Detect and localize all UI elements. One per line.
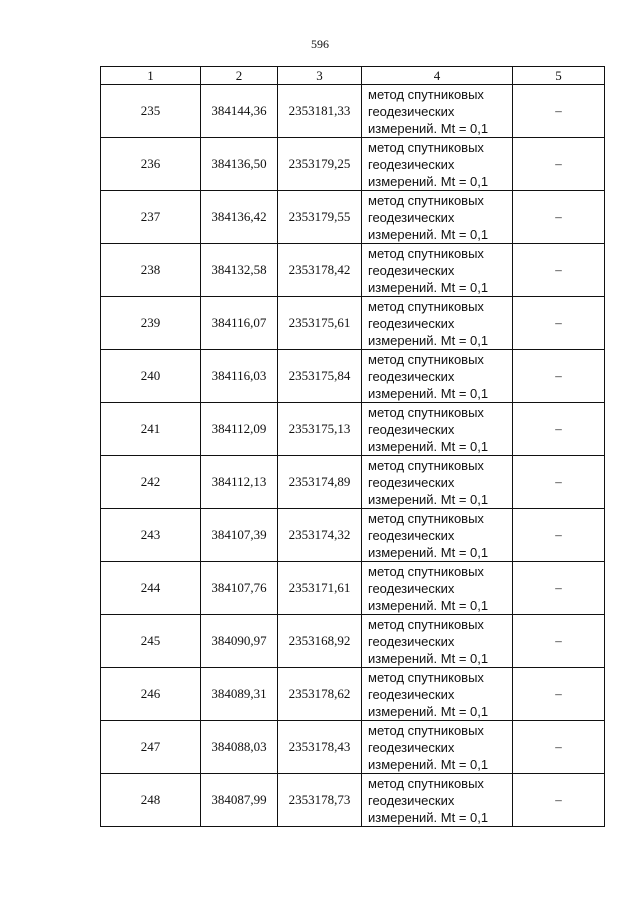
method-line: метод спутниковых [368, 298, 484, 314]
method-line: геодезических [368, 421, 455, 437]
point-number-cell: 241 [101, 403, 201, 456]
point-number-cell: 238 [101, 244, 201, 297]
point-number-cell: 239 [101, 297, 201, 350]
note-cell: – [513, 509, 605, 562]
method-cell [362, 350, 513, 403]
method-line: метод спутниковых [368, 510, 484, 526]
y-coordinate-cell: 2353178,62 [278, 668, 362, 721]
method-line: измерений. Mt = 0,1 [368, 703, 489, 719]
x-coordinate-cell: 384144,36 [201, 85, 278, 138]
method-line: геодезических [368, 209, 455, 225]
method-cell [362, 721, 513, 774]
method-line: измерений. Mt = 0,1 [368, 438, 489, 454]
method-line: измерений. Mt = 0,1 [368, 809, 489, 825]
y-coordinate-cell: 2353168,92 [278, 615, 362, 668]
y-coordinate-cell: 2353175,13 [278, 403, 362, 456]
method-cell [362, 403, 513, 456]
table-row [101, 191, 605, 244]
method-line: геодезических [368, 368, 455, 384]
column-header: 1 [101, 67, 201, 85]
note-cell: – [513, 244, 605, 297]
point-number-cell: 245 [101, 615, 201, 668]
method-cell [362, 191, 513, 244]
point-number-cell: 247 [101, 721, 201, 774]
method-line: метод спутниковых [368, 616, 484, 632]
x-coordinate-cell: 384090,97 [201, 615, 278, 668]
point-number-cell: 248 [101, 774, 201, 827]
method-line: измерений. Mt = 0,1 [368, 279, 489, 295]
method-line: измерений. Mt = 0,1 [368, 385, 489, 401]
table-row [101, 456, 605, 509]
table-row [101, 615, 605, 668]
x-coordinate-cell: 384116,03 [201, 350, 278, 403]
note-cell: – [513, 85, 605, 138]
y-coordinate-cell: 2353174,89 [278, 456, 362, 509]
y-coordinate-cell: 2353178,42 [278, 244, 362, 297]
note-cell: – [513, 456, 605, 509]
method-line: геодезических [368, 633, 455, 649]
method-line: метод спутниковых [368, 404, 484, 420]
x-coordinate-cell: 384112,13 [201, 456, 278, 509]
x-coordinate-cell: 384087,99 [201, 774, 278, 827]
method-cell [362, 668, 513, 721]
method-cell [362, 138, 513, 191]
method-line: метод спутниковых [368, 139, 484, 155]
note-cell: – [513, 191, 605, 244]
method-cell [362, 297, 513, 350]
column-header: 4 [362, 67, 513, 85]
y-coordinate-cell: 2353178,73 [278, 774, 362, 827]
x-coordinate-cell: 384136,50 [201, 138, 278, 191]
method-line: геодезических [368, 156, 455, 172]
x-coordinate-cell: 384107,39 [201, 509, 278, 562]
method-line: измерений. Mt = 0,1 [368, 491, 489, 507]
note-cell: – [513, 403, 605, 456]
method-line: измерений. Mt = 0,1 [368, 597, 489, 613]
x-coordinate-cell: 384089,31 [201, 668, 278, 721]
x-coordinate-cell: 384136,42 [201, 191, 278, 244]
method-cell [362, 456, 513, 509]
table-row [101, 85, 605, 138]
method-line: измерений. Mt = 0,1 [368, 332, 489, 348]
method-line: геодезических [368, 686, 455, 702]
point-number-cell: 240 [101, 350, 201, 403]
point-number-cell: 236 [101, 138, 201, 191]
method-line: измерений. Mt = 0,1 [368, 756, 489, 772]
x-coordinate-cell: 384112,09 [201, 403, 278, 456]
method-line: геодезических [368, 527, 455, 543]
table-row [101, 774, 605, 827]
x-coordinate-cell: 384107,76 [201, 562, 278, 615]
method-line: метод спутниковых [368, 245, 484, 261]
method-line: измерений. Mt = 0,1 [368, 650, 489, 666]
table-row [101, 509, 605, 562]
method-line: измерений. Mt = 0,1 [368, 120, 489, 136]
method-line: геодезических [368, 262, 455, 278]
note-cell: – [513, 615, 605, 668]
method-line: геодезических [368, 315, 455, 331]
point-number-cell: 242 [101, 456, 201, 509]
table-row [101, 350, 605, 403]
point-number-cell: 243 [101, 509, 201, 562]
note-cell: – [513, 138, 605, 191]
point-number-cell: 235 [101, 85, 201, 138]
note-cell: – [513, 721, 605, 774]
note-cell: – [513, 774, 605, 827]
method-line: измерений. Mt = 0,1 [368, 544, 489, 560]
column-header: 2 [201, 67, 278, 85]
note-cell: – [513, 562, 605, 615]
table-row [101, 297, 605, 350]
method-line: метод спутниковых [368, 669, 484, 685]
column-header: 5 [513, 67, 605, 85]
table-header-row [101, 67, 605, 85]
method-line: метод спутниковых [368, 192, 484, 208]
method-line: геодезических [368, 580, 455, 596]
method-line: измерений. Mt = 0,1 [368, 173, 489, 189]
table-row [101, 244, 605, 297]
x-coordinate-cell: 384116,07 [201, 297, 278, 350]
method-line: метод спутниковых [368, 722, 484, 738]
method-line: метод спутниковых [368, 457, 484, 473]
y-coordinate-cell: 2353179,25 [278, 138, 362, 191]
column-header: 3 [278, 67, 362, 85]
y-coordinate-cell: 2353174,32 [278, 509, 362, 562]
method-cell [362, 562, 513, 615]
method-line: метод спутниковых [368, 563, 484, 579]
note-cell: – [513, 668, 605, 721]
method-cell [362, 509, 513, 562]
table-row [101, 138, 605, 191]
y-coordinate-cell: 2353178,43 [278, 721, 362, 774]
method-line: метод спутниковых [368, 775, 484, 791]
method-line: геодезических [368, 739, 455, 755]
point-number-cell: 237 [101, 191, 201, 244]
method-line: метод спутниковых [368, 351, 484, 367]
method-cell [362, 244, 513, 297]
method-line: геодезических [368, 474, 455, 490]
method-cell [362, 774, 513, 827]
method-line: метод спутниковых [368, 86, 484, 102]
y-coordinate-cell: 2353175,84 [278, 350, 362, 403]
point-number-cell: 246 [101, 668, 201, 721]
coordinates-table [100, 66, 605, 827]
method-cell [362, 85, 513, 138]
table-row [101, 721, 605, 774]
table-row [101, 562, 605, 615]
x-coordinate-cell: 384132,58 [201, 244, 278, 297]
y-coordinate-cell: 2353175,61 [278, 297, 362, 350]
table-row [101, 403, 605, 456]
x-coordinate-cell: 384088,03 [201, 721, 278, 774]
note-cell: – [513, 350, 605, 403]
table-row [101, 668, 605, 721]
note-cell: – [513, 297, 605, 350]
y-coordinate-cell: 2353171,61 [278, 562, 362, 615]
method-line: геодезических [368, 792, 455, 808]
method-cell [362, 615, 513, 668]
method-line: измерений. Mt = 0,1 [368, 226, 489, 242]
point-number-cell: 244 [101, 562, 201, 615]
page-number: 596 [311, 37, 329, 51]
table-body [101, 85, 605, 827]
method-line: геодезических [368, 103, 455, 119]
y-coordinate-cell: 2353181,33 [278, 85, 362, 138]
y-coordinate-cell: 2353179,55 [278, 191, 362, 244]
